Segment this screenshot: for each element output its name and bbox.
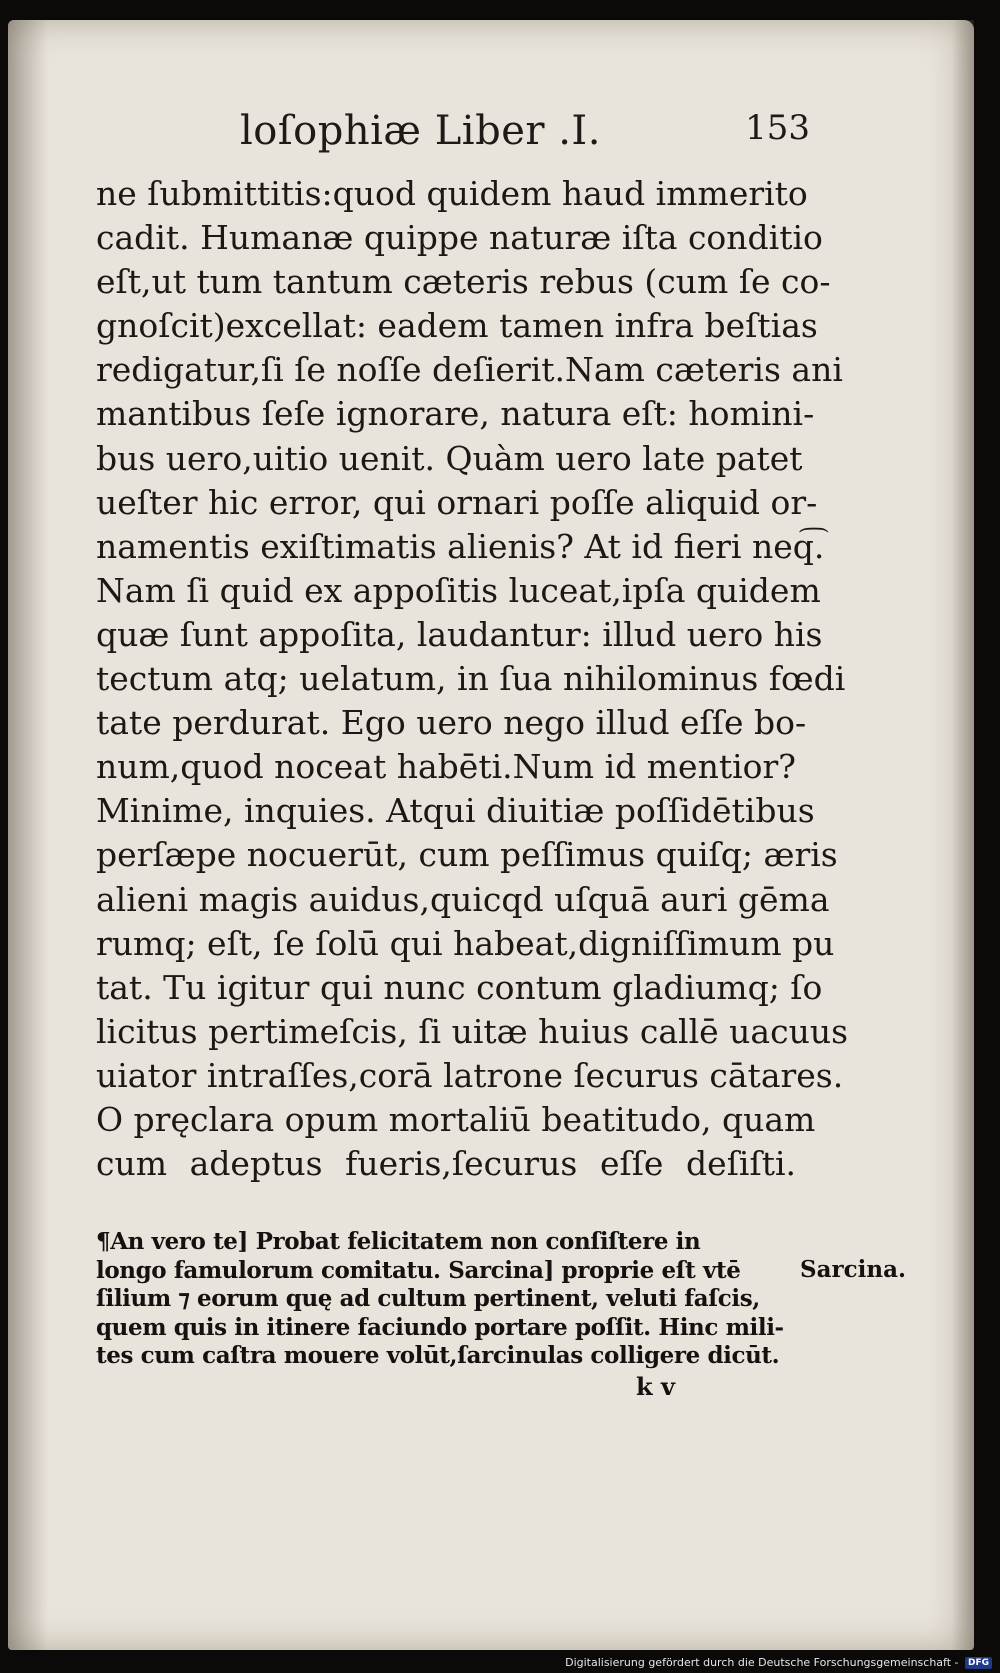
commentary-line: quem quis in itinere faciundo portare poſſit. Hinc mili- [96, 1313, 784, 1341]
text-line: num,quod noceat habēti.Num id mentior? [96, 747, 796, 787]
text-line: gnoſcit)excellat: eadem tamen infra beſtias [96, 306, 818, 346]
text-line: cum adeptus fueris,ſecurus eſſe deſiſti. [96, 1144, 796, 1184]
text-line: eſt,ut tum tantum cæteris rebus (cum ſe co- [96, 262, 831, 302]
marginal-note: Sarcina. [800, 1256, 907, 1283]
text-line: uiator intraſſes,corā latrone ſecurus cātares. [96, 1055, 844, 1095]
text-line: quæ ſunt appoſita, laudantur: illud uero his [96, 614, 823, 654]
commentary-block [96, 1228, 798, 1371]
text-line: redigatur,ſi ſe noſſe deſierit.Nam cæteris ani [96, 350, 843, 390]
dfg-credit [565, 1656, 992, 1669]
running-head [240, 108, 810, 168]
signature-mark: k v [636, 1372, 675, 1401]
commentary-line: ¶An vero te] Probat felicitatem non conſiſtere in [96, 1228, 701, 1255]
text-line: O pręclara opum mortaliū beatitudo, quam [96, 1099, 816, 1139]
commentary-line: longo famulorum comitatu. Sarcina] proprie eſt vtē [96, 1256, 741, 1284]
text-line: mantibus ſeſe ignorare, natura eſt: homini- [96, 394, 815, 434]
text-line: cadit. Humanæ quippe naturæ iſta conditio [96, 218, 823, 258]
spine-shadow [8, 20, 48, 1650]
commentary-line: ſilium ⁊ eorum quę ad cultum pertinent, veluti faſcis, [96, 1285, 760, 1312]
text-line: bus uero,uitio uenit. Quàm uero late patet [96, 438, 803, 478]
text-line: ne ſubmittitis:quod quidem haud immerito [96, 174, 808, 213]
footer-bar [0, 1651, 1000, 1673]
page-number: 153 [745, 108, 810, 148]
text-line: tate perdurat. Ego uero nego illud eſſe bo- [96, 703, 807, 743]
text-line: tectum atq; uelatum, in ſua nihilominus fœdi [96, 659, 846, 699]
dfg-logo: DFG [965, 1657, 992, 1669]
text-line: tat. Tu igitur qui nunc contum gladiumq; ſo [96, 967, 823, 1007]
text-line: ueſter hic error, qui ornari poſſe aliquid or- [96, 482, 818, 522]
running-head-title: loſophiæ Liber .I. [240, 108, 601, 154]
text-line: Nam ſi quid ex appoſitis luceat,ipſa quidem [96, 570, 821, 610]
main-text-block [96, 172, 849, 1186]
dfg-credit-text: Digitalisierung gefördert durch die Deutsche Forschungsgemeinschaft - [565, 1656, 959, 1669]
text-line: alieni magis auidus,quicqd uſquā auri gēma [96, 879, 830, 919]
page-edge-shadow [952, 20, 974, 1650]
text-line: licitus pertimeſcis, ſi uitæ huius callē uacuus [96, 1011, 849, 1051]
text-line: perſæpe nocuerūt, cum peſſimus quiſq; æris [96, 835, 838, 875]
commentary-line: tes cum caſtra mouere volūt,ſarcinulas colligere dicūt. [96, 1342, 780, 1369]
text-line: namentis exiſtimatis alienis? At id fieri neq͡. [96, 526, 825, 566]
text-line: Minime, inquies. Atqui diuitiæ poſſidētibus [96, 791, 815, 831]
text-line: rumq; eſt, ſe ſolū qui habeat,digniſſimum pu [96, 923, 835, 963]
